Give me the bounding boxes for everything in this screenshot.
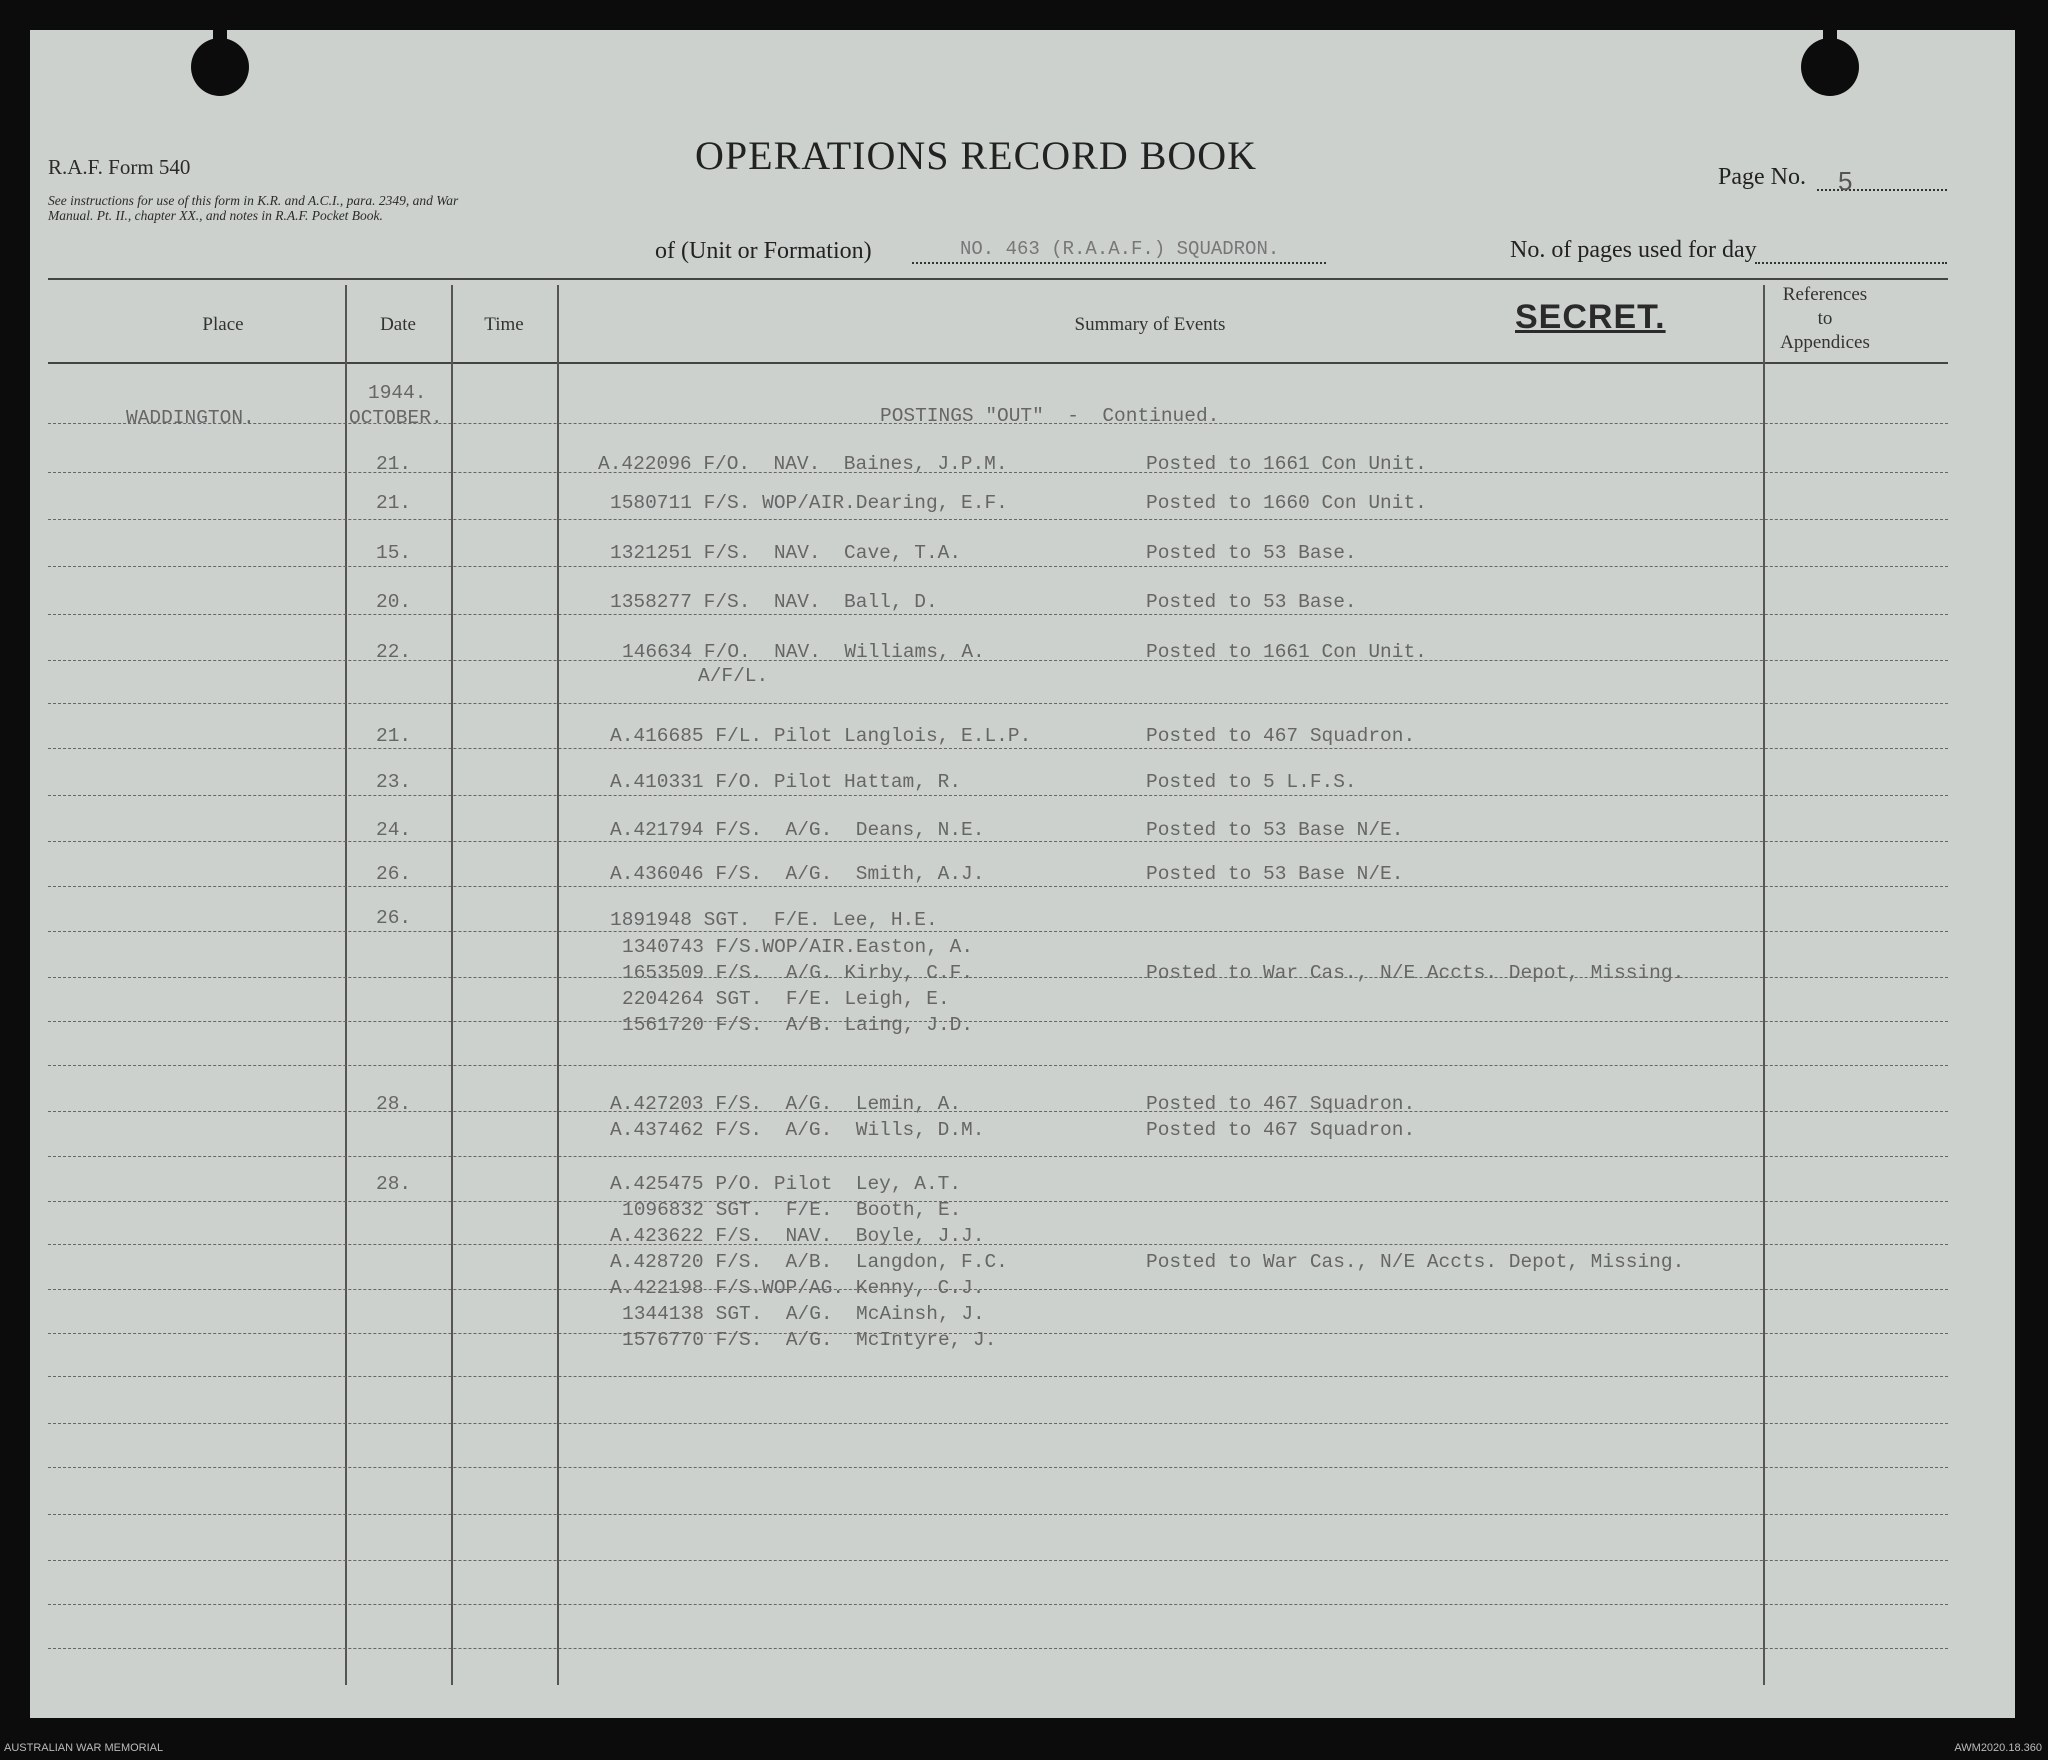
entry-date: 24. (376, 819, 412, 841)
table-top-border (48, 278, 1948, 280)
col-header-place: Place (202, 314, 244, 335)
ruled-line (48, 931, 1948, 932)
entry-posting: Posted to 467 Squadron. (1146, 725, 1416, 747)
place-entry: WADDINGTON. (126, 407, 255, 429)
entry-person: A.416685 F/L. Pilot Langlois, E.L.P. (610, 725, 1032, 747)
unit-label: of (Unit or Formation) (655, 238, 872, 264)
entry-person: A.410331 F/O. Pilot Hattam, R. (610, 771, 962, 793)
entry-person: A.425475 P/O. Pilot Ley, A.T. (610, 1173, 962, 1195)
entry-posting: Posted to 5 L.F.S. (1146, 771, 1357, 793)
entry-posting: Posted to 53 Base N/E. (1146, 863, 1404, 885)
ruled-line (48, 1514, 1948, 1515)
entry-person: 1580711 F/S. WOP/AIR.Dearing, E.F. (610, 492, 1008, 514)
col-divider-summary (1763, 285, 1765, 1685)
table-header-border (48, 362, 1948, 364)
secret-stamp: SECRET. (1515, 298, 1666, 336)
page-title: OPERATIONS RECORD BOOK (695, 133, 1258, 178)
ruled-line (48, 795, 1948, 796)
col-divider-date (451, 285, 453, 1685)
ruled-line (48, 1065, 1948, 1066)
page-number-value: 5 (1838, 166, 1853, 196)
entry-date: 26. (376, 907, 412, 929)
entry-posting: Posted to 1660 Con Unit. (1146, 492, 1427, 514)
entry-posting: Posted to 53 Base. (1146, 542, 1357, 564)
punch-hole-left (191, 0, 249, 98)
ruled-line (48, 1648, 1948, 1649)
entry-posting: Posted to 1661 Con Unit. (1146, 641, 1427, 663)
entry-person: 1340743 F/S.WOP/AIR.Easton, A. (622, 936, 974, 958)
ruled-line (48, 748, 1948, 749)
entry-date: 21. (376, 453, 412, 475)
entry-date: 15. (376, 542, 412, 564)
entry-date: 26. (376, 863, 412, 885)
entry-person: A.422198 F/S.WOP/AG. Kenny, C.J. (610, 1277, 985, 1299)
ruled-line (48, 614, 1948, 615)
pages-used-line (1755, 238, 1947, 264)
ruled-line (48, 1021, 1948, 1022)
ruled-line (48, 1423, 1948, 1424)
entry-person: 1561720 F/S. A/B. Laing, J.D. (622, 1014, 974, 1036)
entry-person: 1891948 SGT. F/E. Lee, H.E. (610, 909, 938, 931)
ruled-line (48, 1289, 1948, 1290)
ruled-line (48, 1201, 1948, 1202)
ruled-line (48, 1333, 1948, 1334)
ruled-line (48, 1560, 1948, 1561)
ruled-line (48, 566, 1948, 567)
entry-person: A.436046 F/S. A/G. Smith, A.J. (610, 863, 985, 885)
entry-person: 1358277 F/S. NAV. Ball, D. (610, 591, 938, 613)
entry-date: 20. (376, 591, 412, 613)
entry-posting: Posted to 467 Squadron. (1146, 1119, 1416, 1141)
unit-value: NO. 463 (R.A.A.F.) SQUADRON. (960, 238, 1280, 260)
ruled-line (48, 1244, 1948, 1245)
entry-date: 22. (376, 641, 412, 663)
ruled-line (48, 1376, 1948, 1377)
col-header-date: Date (380, 314, 416, 335)
page-number-line (1817, 163, 1947, 191)
entry-person: A.427203 F/S. A/G. Lemin, A. (610, 1093, 962, 1115)
pages-used-label: No. of pages used for day (1510, 237, 1757, 263)
col-header-references: References to Appendices (1780, 284, 1870, 353)
form-number: R.A.F. Form 540 (48, 155, 191, 179)
ruled-line (48, 1111, 1948, 1112)
col-header-summary: Summary of Events (1074, 314, 1226, 335)
entry-date: 21. (376, 725, 412, 747)
entry-person: 1344138 SGT. A/G. McAinsh, J. (622, 1303, 985, 1325)
entry-person: 1096832 SGT. F/E. Booth, E. (622, 1199, 962, 1221)
entry-rank-secondary: A/F/L. (698, 665, 769, 687)
entry-person: A.421794 F/S. A/G. Deans, N.E. (610, 819, 985, 841)
entry-person: 1653509 F/S. A/G. Kirby, C.F. (622, 962, 974, 984)
month-entry: OCTOBER. (349, 407, 443, 429)
year-entry: 1944. (368, 382, 427, 404)
entry-person: A.423622 F/S. NAV. Boyle, J.J. (610, 1225, 985, 1247)
ruled-line (48, 886, 1948, 887)
entry-date: 28. (376, 1173, 412, 1195)
ruled-line (48, 841, 1948, 842)
entry-posting: Posted to War Cas., N/E Accts. Depot, Missing. (1146, 1251, 1685, 1273)
entry-posting: Posted to 467 Squadron. (1146, 1093, 1416, 1115)
entry-person: 1321251 F/S. NAV. Cave, T.A. (610, 542, 962, 564)
entry-person: A.428720 F/S. A/B. Langdon, F.C. (610, 1251, 1008, 1273)
col-divider-time (557, 285, 559, 1685)
record-sheet (30, 30, 2015, 1718)
entry-date: 23. (376, 771, 412, 793)
entry-person: 1576770 F/S. A/G. McIntyre, J. (622, 1329, 997, 1351)
entry-date: 21. (376, 492, 412, 514)
form-instructions: See instructions for use of this form in K.R. and A.C.I., para. 2349, and War Manual. Pt. II., chapter XX., and notes in R.A.F. Pocket Book. (48, 193, 459, 223)
ruled-line (48, 660, 1948, 661)
footer-source: AUSTRALIAN WAR MEMORIAL (4, 1742, 164, 1754)
ruled-line (48, 703, 1948, 704)
section-heading: POSTINGS "OUT" - Continued. (880, 405, 1220, 427)
ruled-line (48, 1467, 1948, 1468)
page-number-label: Page No. (1718, 164, 1806, 190)
ruled-line (48, 1604, 1948, 1605)
footer-reference: AWM2020.18.360 (1954, 1742, 2042, 1754)
punch-hole-right (1801, 0, 1859, 98)
ruled-line (48, 519, 1948, 520)
entry-posting: Posted to 53 Base. (1146, 591, 1357, 613)
entry-posting: Posted to War Cas., N/E Accts. Depot, Missing. (1146, 962, 1685, 984)
entry-person: A.422096 F/O. NAV. Baines, J.P.M. (598, 453, 1008, 475)
entry-posting: Posted to 53 Base N/E. (1146, 819, 1404, 841)
entry-person: 146634 F/O. NAV. Williams, A. (622, 641, 985, 663)
entry-date: 28. (376, 1093, 412, 1115)
entry-person: A.437462 F/S. A/G. Wills, D.M. (610, 1119, 985, 1141)
col-divider-place (345, 285, 347, 1685)
entry-posting: Posted to 1661 Con Unit. (1146, 453, 1427, 475)
entry-person: 2204264 SGT. F/E. Leigh, E. (622, 988, 950, 1010)
ruled-line (48, 1156, 1948, 1157)
col-header-time: Time (484, 314, 524, 335)
